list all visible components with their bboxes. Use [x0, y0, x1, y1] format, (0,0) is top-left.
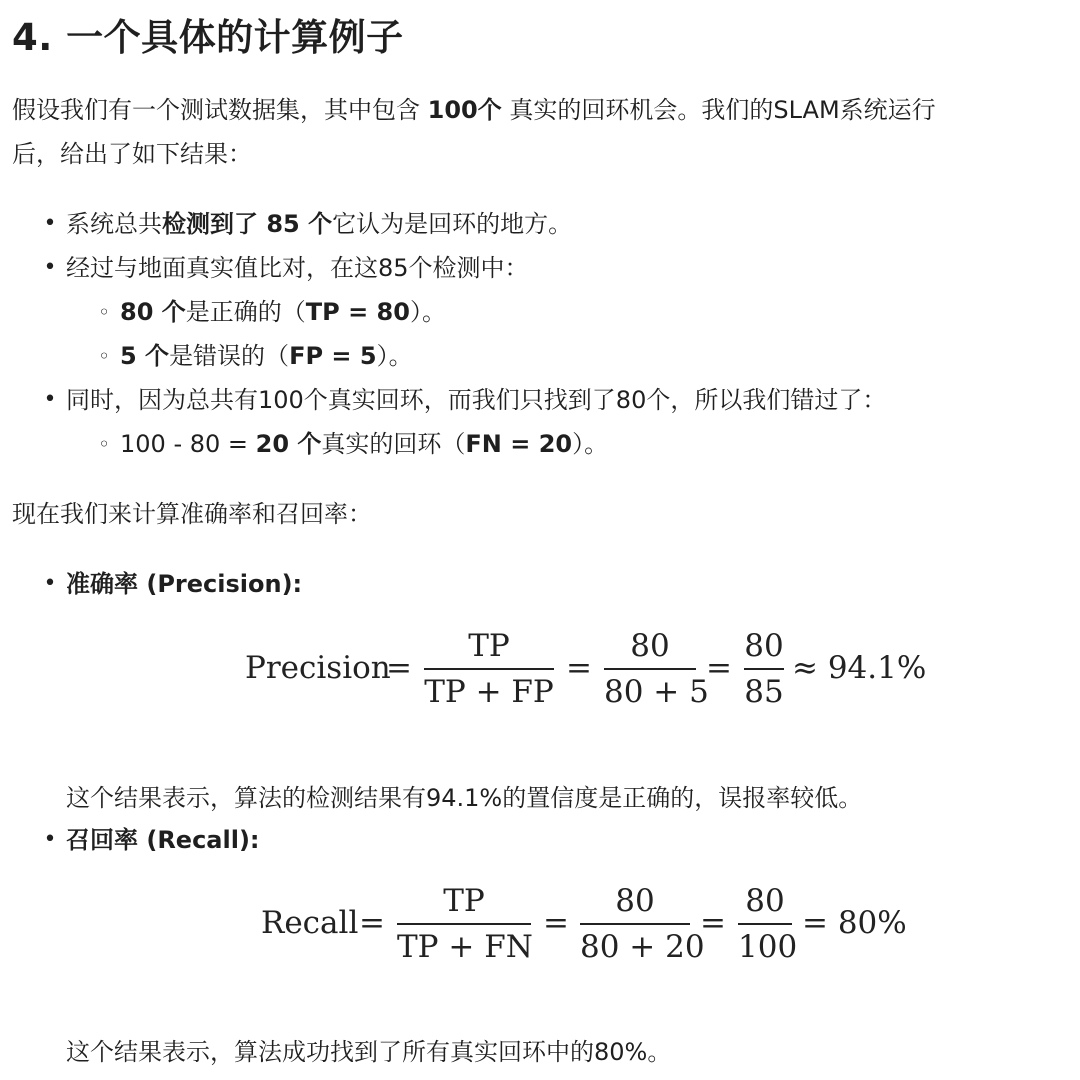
- fraction-80-over-80p20: [580, 881, 705, 967]
- intro-text-2: 真实的回环机会。我们的SLAM系统运行: [501, 96, 936, 124]
- bullet-circle-icon: ◦: [98, 300, 110, 324]
- formula-result: = 80%: [802, 905, 907, 941]
- precision-title: 准确率 (Precision):: [66, 570, 303, 598]
- formula-equals: =: [706, 650, 732, 686]
- intro-line-2: 后，给出了如下结果：: [12, 140, 252, 168]
- intro-text-1: 假设我们有一个测试数据集，其中包含: [12, 96, 428, 124]
- fraction-numerator: TP: [443, 883, 485, 919]
- fraction-denominator: 100: [738, 928, 798, 965]
- fraction-denominator: 80 + 5: [604, 673, 709, 710]
- formula-equals: =: [359, 905, 385, 941]
- fraction-80-over-80p5: [604, 626, 709, 712]
- item-text: 它认为是回环的地方。: [332, 210, 573, 238]
- list-item-missed: [43, 378, 887, 422]
- bullet-disc-icon: •: [43, 827, 57, 852]
- list-item-precision: [43, 562, 303, 606]
- formula-lhs: Recall: [261, 905, 359, 941]
- formula-equals: =: [386, 650, 412, 686]
- list-item-detected: [43, 202, 573, 246]
- bullet-circle-icon: ◦: [98, 344, 110, 368]
- fraction-bar: [604, 668, 696, 670]
- fraction-80-over-100: [738, 881, 798, 967]
- bullet-circle-icon: ◦: [98, 432, 110, 456]
- bullet-disc-icon: •: [43, 211, 57, 236]
- fraction-numerator: 80: [744, 628, 784, 664]
- list-item-compare: [43, 246, 529, 290]
- item-bold: 20 个: [255, 430, 322, 458]
- fraction-denominator: 85: [744, 673, 784, 710]
- fraction-tp-over-tpfp: [424, 626, 554, 712]
- fraction-numerator: 80: [615, 883, 655, 919]
- fraction-denominator: TP + FP: [424, 673, 554, 710]
- fraction-numerator: 80: [630, 628, 670, 664]
- fraction-80-over-85: [744, 626, 784, 712]
- section-heading: 4. 一个具体的计算例子: [12, 16, 404, 59]
- precision-formula: [0, 626, 1080, 716]
- fraction-bar: [397, 923, 531, 925]
- formula-result: ≈ 94.1%: [792, 650, 927, 686]
- sub-item-fp: [98, 334, 413, 378]
- recall-note: 这个结果表示，算法成功找到了所有真实回环中的80%。: [66, 1038, 672, 1066]
- sub-item-fn: [98, 422, 609, 466]
- fraction-denominator: 80 + 20: [580, 928, 705, 965]
- fraction-numerator: 80: [745, 883, 785, 919]
- fraction-bar: [744, 668, 784, 670]
- fraction-bar: [738, 923, 792, 925]
- recall-title: 召回率 (Recall):: [66, 826, 260, 854]
- bullet-disc-icon: •: [43, 571, 57, 596]
- item-text: ）。: [572, 430, 609, 458]
- item-text: 100 - 80 =: [120, 430, 256, 458]
- precision-note: 这个结果表示，算法的检测结果有94.1%的置信度是正确的，误报率较低。: [66, 784, 863, 812]
- fraction-tp-over-tpfn: [397, 881, 531, 967]
- list-item-recall: [43, 818, 260, 862]
- item-text: ）。: [409, 298, 446, 326]
- item-text: 是正确的（: [185, 298, 306, 326]
- item-bold: 80 个: [120, 298, 186, 326]
- bullet-disc-icon: •: [43, 255, 57, 280]
- fraction-denominator: TP + FN: [397, 928, 533, 965]
- item-bold: FN = 20: [465, 430, 573, 458]
- item-bold: 检测到了 85 个: [162, 210, 333, 238]
- fraction-bar: [580, 923, 690, 925]
- intro-bold-count: 100个: [427, 96, 502, 124]
- intro-line-1: [12, 88, 936, 132]
- recall-formula: [0, 881, 1080, 971]
- item-bold: TP = 80: [305, 298, 410, 326]
- now-compute-text: 现在我们来计算准确率和召回率：: [12, 500, 372, 528]
- sub-item-tp: [98, 290, 446, 334]
- formula-equals: =: [543, 905, 569, 941]
- item-bold: FP = 5: [289, 342, 377, 370]
- item-text: 经过与地面真实值比对，在这85个检测中：: [66, 254, 529, 282]
- item-text: 真实的回环（: [321, 430, 466, 458]
- item-bold: 5 个: [120, 342, 170, 370]
- formula-equals: =: [566, 650, 592, 686]
- item-text: 同时，因为总共有100个真实回环，而我们只找到了80个，所以我们错过了：: [66, 386, 887, 414]
- fraction-bar: [424, 668, 554, 670]
- item-text: ）。: [376, 342, 413, 370]
- formula-equals: =: [700, 905, 726, 941]
- formula-lhs: Precision: [245, 650, 391, 686]
- item-text: 是错误的（: [169, 342, 290, 370]
- bullet-disc-icon: •: [43, 387, 57, 412]
- item-text: 系统总共: [66, 210, 162, 238]
- fraction-numerator: TP: [468, 628, 510, 664]
